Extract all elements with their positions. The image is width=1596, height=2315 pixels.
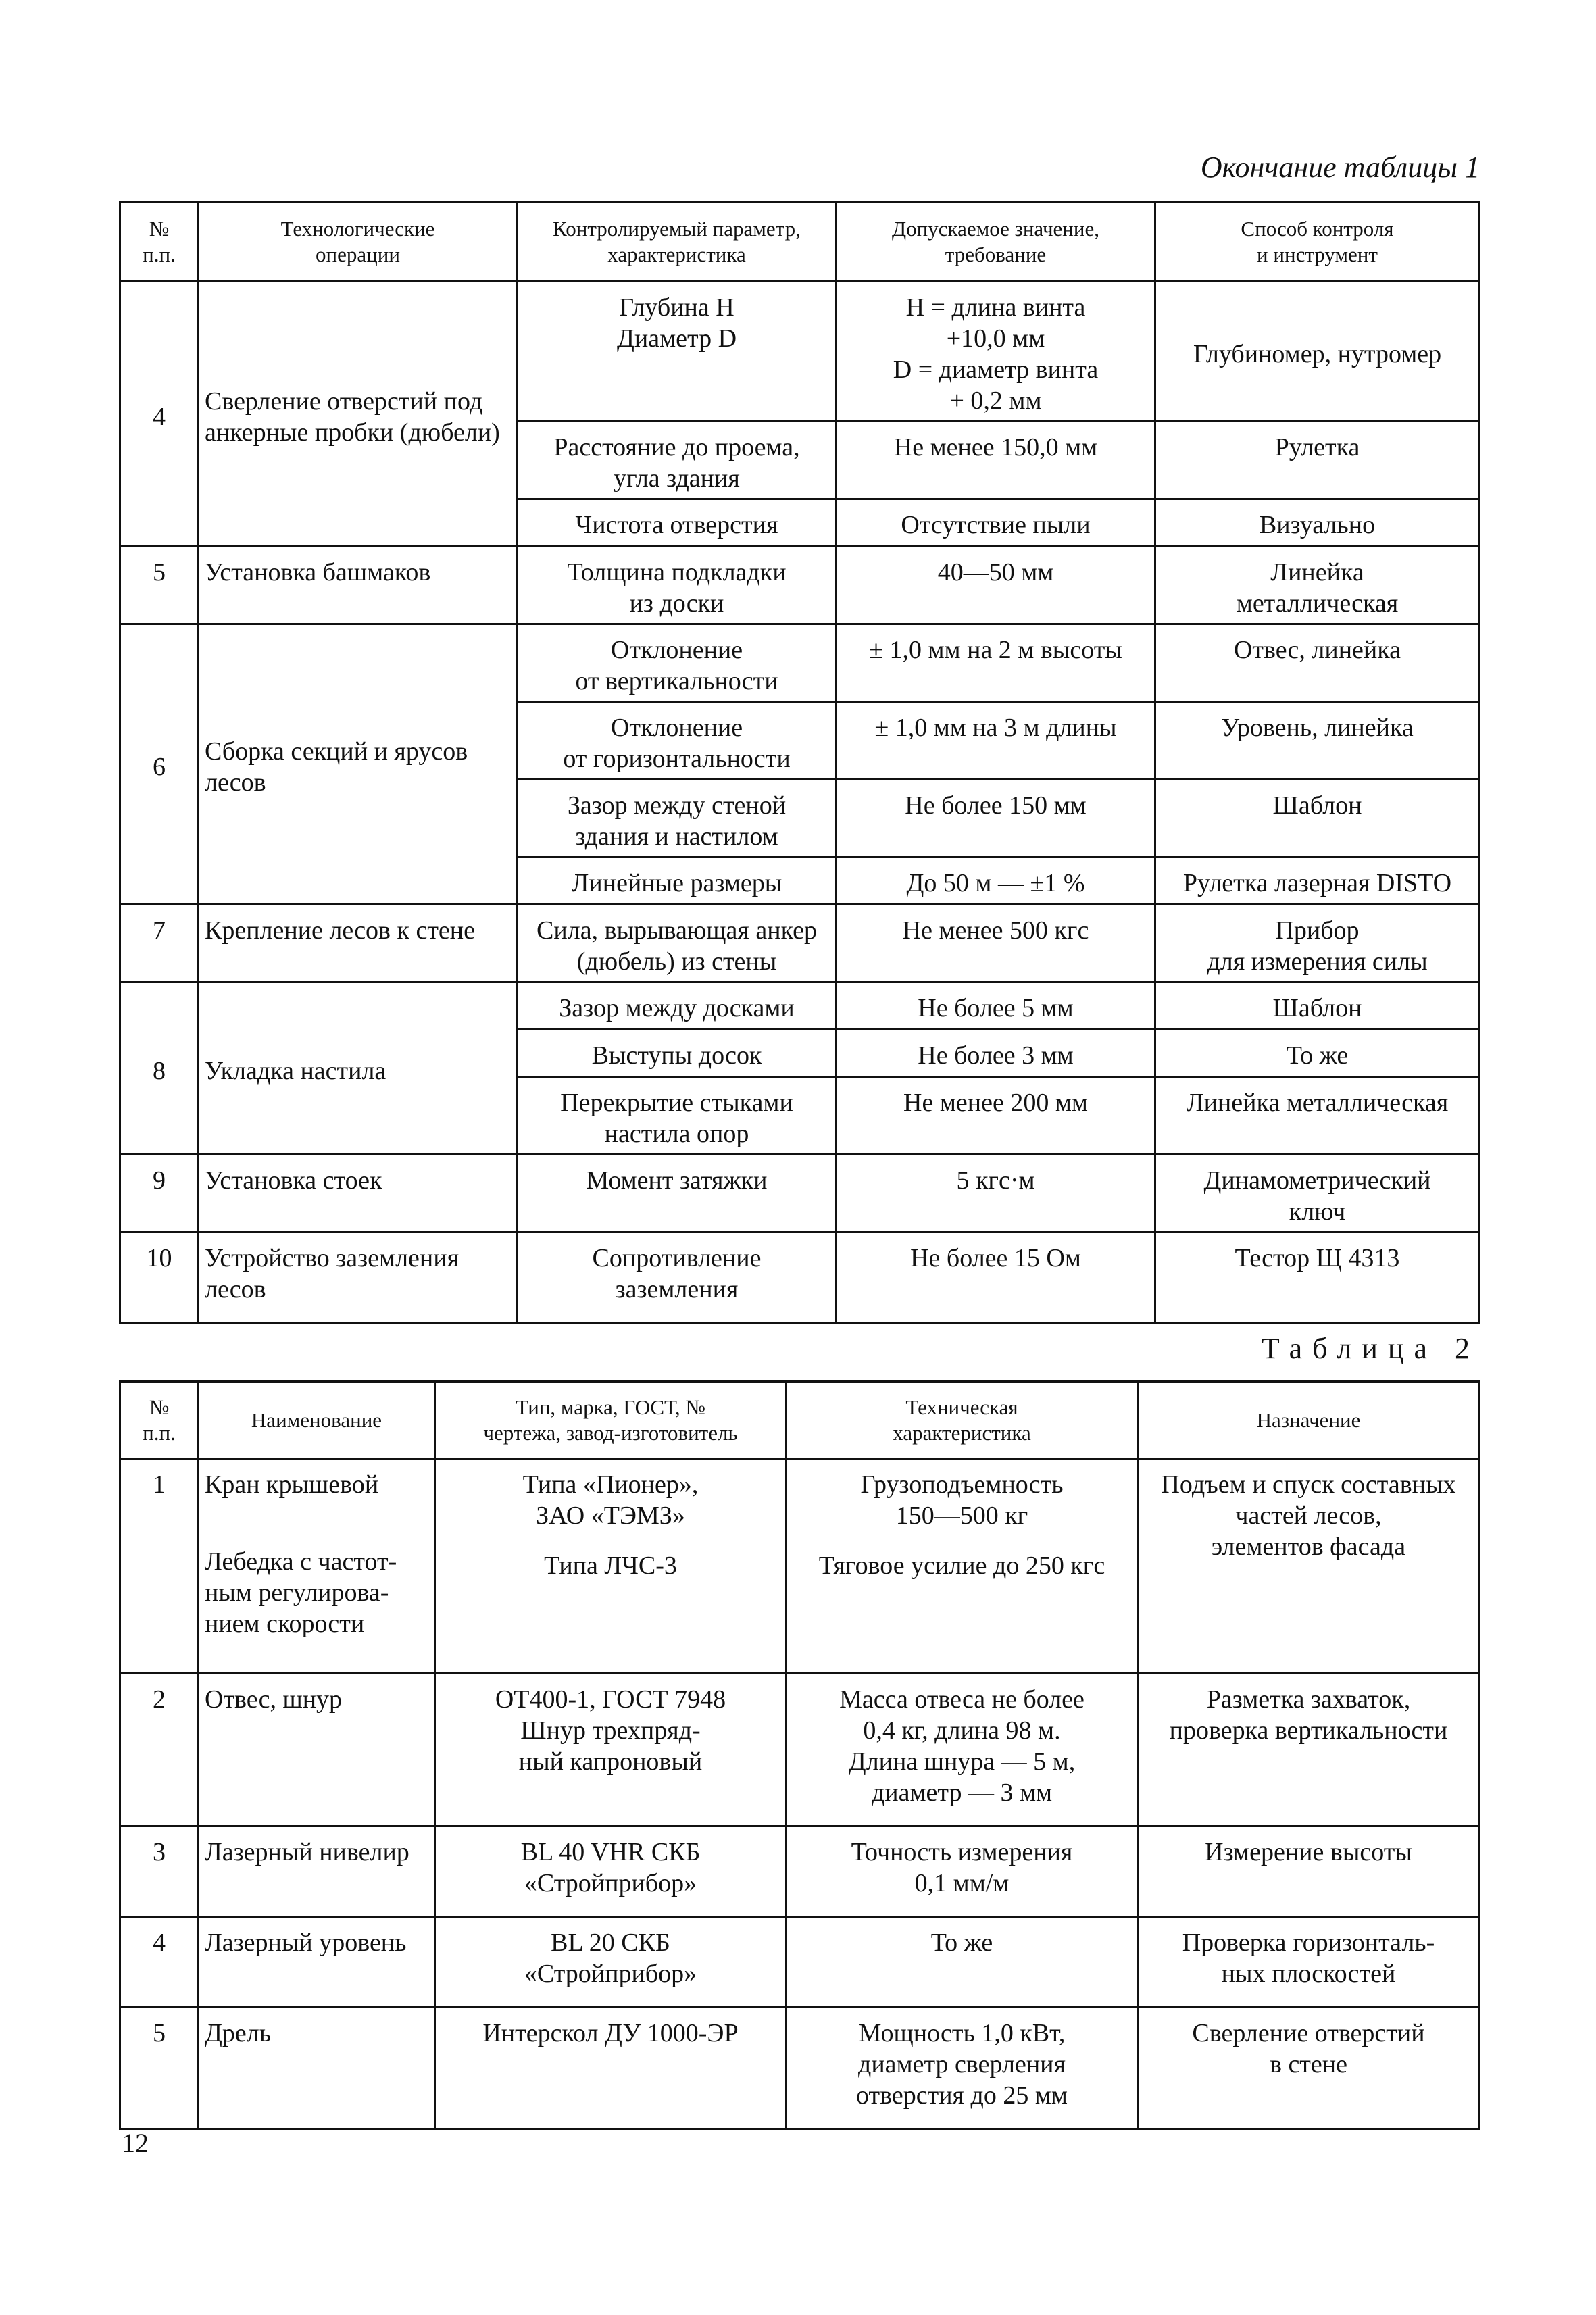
value-cell: H = длина винта +10,0 мм D = диаметр винта + 0,2 мм xyxy=(837,282,1155,422)
purpose-cell: Разметка захваток, проверка вертикальности xyxy=(1138,1674,1480,1826)
method-cell: Рулетка xyxy=(1155,422,1480,499)
operation-cell: Сборка секций и ярусов лесов xyxy=(199,624,518,905)
type-cell xyxy=(435,1459,787,1674)
purpose-cell: Сверление отверстий в стене xyxy=(1138,2008,1480,2129)
table-row xyxy=(120,905,1480,982)
row-number: 4 xyxy=(120,1917,199,2008)
spec-cell: Точность измерения 0,1 мм/м xyxy=(787,1826,1138,1917)
table2-header-row xyxy=(120,1382,1480,1459)
operation-cell: Сверление отверстий под анкерные пробки (дюбели) xyxy=(199,282,518,547)
method-cell: Прибор для измерения силы xyxy=(1155,905,1480,982)
table1-header-row xyxy=(120,202,1480,282)
parameter-cell: Линейные размеры xyxy=(518,857,837,905)
method-cell: Линейка металлическая xyxy=(1155,1077,1480,1155)
table1-caption: Окончание таблицы 1 xyxy=(1200,151,1480,184)
value-cell: 40—50 мм xyxy=(837,547,1155,624)
parameter-cell: Зазор между стеной здания и настилом xyxy=(518,780,837,857)
operation-cell: Установка башмаков xyxy=(199,547,518,624)
row-number: 5 xyxy=(120,2008,199,2129)
method-cell: Уровень, линейка xyxy=(1155,702,1480,780)
value-cell: Не менее 500 кгс xyxy=(837,905,1155,982)
name-line: Кран крышевой xyxy=(205,1470,379,1499)
spec-cell xyxy=(787,1459,1138,1674)
parameter-cell: Перекрытие стыками настила опор xyxy=(518,1077,837,1155)
table-row xyxy=(120,982,1480,1030)
header-parameter: Контролируемый параметр, характеристика xyxy=(518,202,837,282)
type-line: Типа «Пионер», ЗАО «ТЭМЗ» xyxy=(522,1470,699,1530)
table-row xyxy=(120,2008,1480,2129)
table-row xyxy=(120,1826,1480,1917)
value-cell: Не более 15 Ом xyxy=(837,1233,1155,1323)
purpose-cell: Проверка горизонталь- ных плоскостей xyxy=(1138,1917,1480,2008)
method-cell: Линейка металлическая xyxy=(1155,547,1480,624)
method-cell: Шаблон xyxy=(1155,982,1480,1030)
table-row xyxy=(120,1155,1480,1233)
table-2 xyxy=(119,1380,1480,2130)
parameter-cell: Сопротивление заземления xyxy=(518,1233,837,1323)
header-spec: Техническая характеристика xyxy=(787,1382,1138,1459)
method-cell: Рулетка лазерная DISTO xyxy=(1155,857,1480,905)
row-number: 10 xyxy=(120,1233,199,1323)
purpose-cell: Подъем и спуск составных частей лесов, элементов фасада xyxy=(1138,1459,1480,1674)
method-cell: Шаблон xyxy=(1155,780,1480,857)
parameter-cell: Зазор между досками xyxy=(518,982,837,1030)
type-cell: BL 40 VHR СКБ «Стройприбор» xyxy=(435,1826,787,1917)
parameter-cell: Толщина подкладки из доски xyxy=(518,547,837,624)
type-cell: Интерскол ДУ 1000-ЭР xyxy=(435,2008,787,2129)
row-number: 1 xyxy=(120,1459,199,1674)
header-operations: Технологические операции xyxy=(199,202,518,282)
value-cell: До 50 м — ±1 % xyxy=(837,857,1155,905)
row-number: 6 xyxy=(120,624,199,905)
table-row xyxy=(120,1459,1480,1674)
operation-cell: Устройство заземления лесов xyxy=(199,1233,518,1323)
name-cell: Отвес, шнур xyxy=(199,1674,435,1826)
spec-line: Грузоподъемность 150—500 кг xyxy=(860,1470,1064,1530)
table2-caption: Таблица 2 xyxy=(1261,1332,1480,1365)
value-cell: Не более 150 мм xyxy=(837,780,1155,857)
operation-cell: Установка стоек xyxy=(199,1155,518,1233)
type-cell: BL 20 СКБ «Стройприбор» xyxy=(435,1917,787,2008)
operation-cell: Крепление лесов к стене xyxy=(199,905,518,982)
value-cell: ± 1,0 мм на 2 м высоты xyxy=(837,624,1155,702)
value-cell: Не более 3 мм xyxy=(837,1030,1155,1077)
type-line: Типа ЛЧС-3 xyxy=(544,1551,677,1580)
parameter-cell: Отклонение от вертикальности xyxy=(518,624,837,702)
table-1 xyxy=(119,201,1480,1324)
parameter-cell: Чистота отверстия xyxy=(518,499,837,547)
parameter-cell: Расстояние до проема, угла здания xyxy=(518,422,837,499)
spec-cell: То же xyxy=(787,1917,1138,2008)
method-cell: Отвес, линейка xyxy=(1155,624,1480,702)
name-cell xyxy=(199,1459,435,1674)
type-cell: ОТ400-1, ГОСТ 7948 Шнур трехпряд- ный капроновый xyxy=(435,1674,787,1826)
table-row xyxy=(120,624,1480,702)
header-type: Тип, марка, ГОСТ, № чертежа, завод-изготовитель xyxy=(435,1382,787,1459)
header-name: Наименование xyxy=(199,1382,435,1459)
method-cell: Тестор Щ 4313 xyxy=(1155,1233,1480,1323)
table-row xyxy=(120,1917,1480,2008)
value-cell: Отсутствие пыли xyxy=(837,499,1155,547)
header-number: № п.п. xyxy=(120,1382,199,1459)
method-cell: То же xyxy=(1155,1030,1480,1077)
spec-cell: Масса отвеса не более 0,4 кг, длина 98 м. Длина шнура — 5 м, диаметр — 3 мм xyxy=(787,1674,1138,1826)
value-cell: Не менее 150,0 мм xyxy=(837,422,1155,499)
parameter-cell: Сила, вырывающая анкер (дюбель) из стены xyxy=(518,905,837,982)
row-number: 2 xyxy=(120,1674,199,1826)
method-cell: Визуально xyxy=(1155,499,1480,547)
purpose-cell: Измерение высоты xyxy=(1138,1826,1480,1917)
parameter-cell: Глубина H Диаметр D xyxy=(518,282,837,422)
value-cell: Не менее 200 мм xyxy=(837,1077,1155,1155)
row-number: 9 xyxy=(120,1155,199,1233)
parameter-cell: Выступы досок xyxy=(518,1030,837,1077)
name-cell: Лазерный уровень xyxy=(199,1917,435,2008)
header-control-method: Способ контроля и инструмент xyxy=(1155,202,1480,282)
name-cell: Лазерный нивелир xyxy=(199,1826,435,1917)
operation-cell: Укладка настила xyxy=(199,982,518,1155)
table-row xyxy=(120,1674,1480,1826)
page-number: 12 xyxy=(122,2128,149,2158)
spec-cell: Мощность 1,0 кВт, диаметр сверления отверстия до 25 мм xyxy=(787,2008,1138,2129)
row-number: 5 xyxy=(120,547,199,624)
value-cell: ± 1,0 мм на 3 м длины xyxy=(837,702,1155,780)
spec-line: Тяговое усилие до 250 кгс xyxy=(818,1551,1105,1580)
table-row xyxy=(120,547,1480,624)
name-line: Лебедка с частот- ным регулирова- нием скорости xyxy=(205,1547,397,1638)
value-cell: Не более 5 мм xyxy=(837,982,1155,1030)
header-allowed-value: Допускаемое значение, требование xyxy=(837,202,1155,282)
name-cell: Дрель xyxy=(199,2008,435,2129)
table-row xyxy=(120,282,1480,422)
row-number: 3 xyxy=(120,1826,199,1917)
row-number: 7 xyxy=(120,905,199,982)
row-number: 4 xyxy=(120,282,199,547)
table-row xyxy=(120,1233,1480,1323)
parameter-cell: Момент затяжки xyxy=(518,1155,837,1233)
row-number: 8 xyxy=(120,982,199,1155)
value-cell: 5 кгс·м xyxy=(837,1155,1155,1233)
method-cell: Глубиномер, нутромер xyxy=(1155,282,1480,422)
header-number: № п.п. xyxy=(120,202,199,282)
parameter-cell: Отклонение от горизонтальности xyxy=(518,702,837,780)
method-cell: Динамометрический ключ xyxy=(1155,1155,1480,1233)
header-purpose: Назначение xyxy=(1138,1382,1480,1459)
